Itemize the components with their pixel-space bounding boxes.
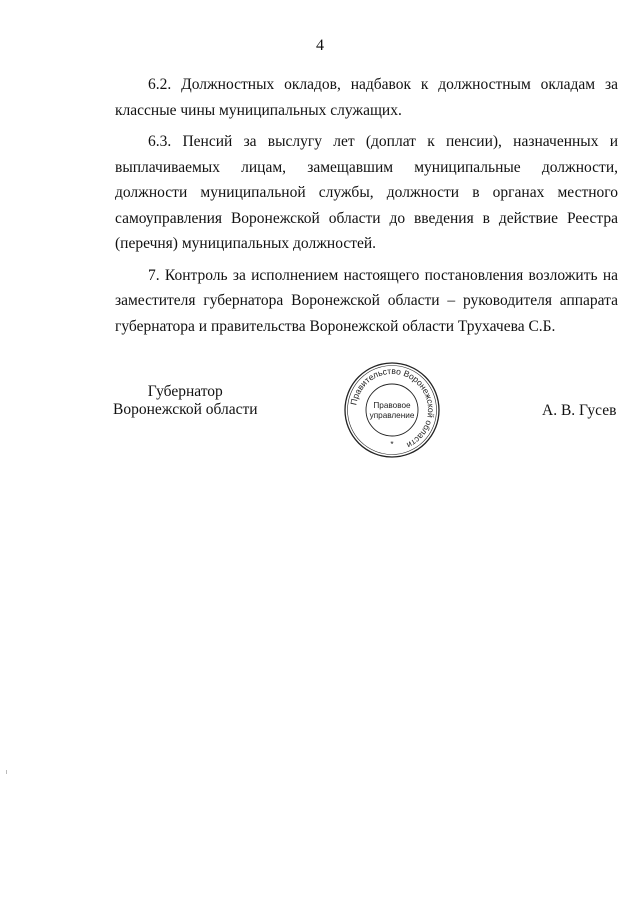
official-stamp — [342, 360, 442, 460]
signatory-name: А. В. Гусев — [542, 402, 617, 419]
page-number: 4 — [316, 37, 324, 54]
document-body — [115, 72, 618, 345]
paragraph-6-3: 6.3. Пенсий за выслугу лет (доплат к пенсии), назначенных и выплачиваемых лицам, замещавшим муниципальные должности, должности муниципальной службы, должности в органах местного самоуправления Воронежской области до введения в действие Реестра (перечня) муниципальных должностей. — [115, 133, 618, 252]
signatory-title-line2: Воронежской области — [113, 401, 258, 418]
signatory-title — [113, 383, 258, 419]
stamp-center-line2: управление — [369, 411, 415, 420]
paragraph-7: 7. Контроль за исполнением настоящего постановления возложить на заместителя губернатора Воронежской области – руководителя аппарата губернатора и правительства Воронежской области Трухачева С.Б. — [115, 266, 618, 335]
stamp-center-line1: Правовое — [373, 401, 411, 410]
scan-edge-mark — [6, 770, 7, 774]
stamp-star: * — [390, 440, 394, 449]
stamp-center-ring — [366, 384, 418, 436]
paragraph-6-2: 6.2. Должностных окладов, надбавок к должностным окладам за классные чины муниципальных служащих. — [115, 76, 618, 119]
signatory-title-line1: Губернатор — [147, 383, 223, 400]
stamp-seal-graphic — [342, 360, 442, 460]
stamp-ring-textpath: Правительство Воронежской области — [348, 365, 437, 451]
